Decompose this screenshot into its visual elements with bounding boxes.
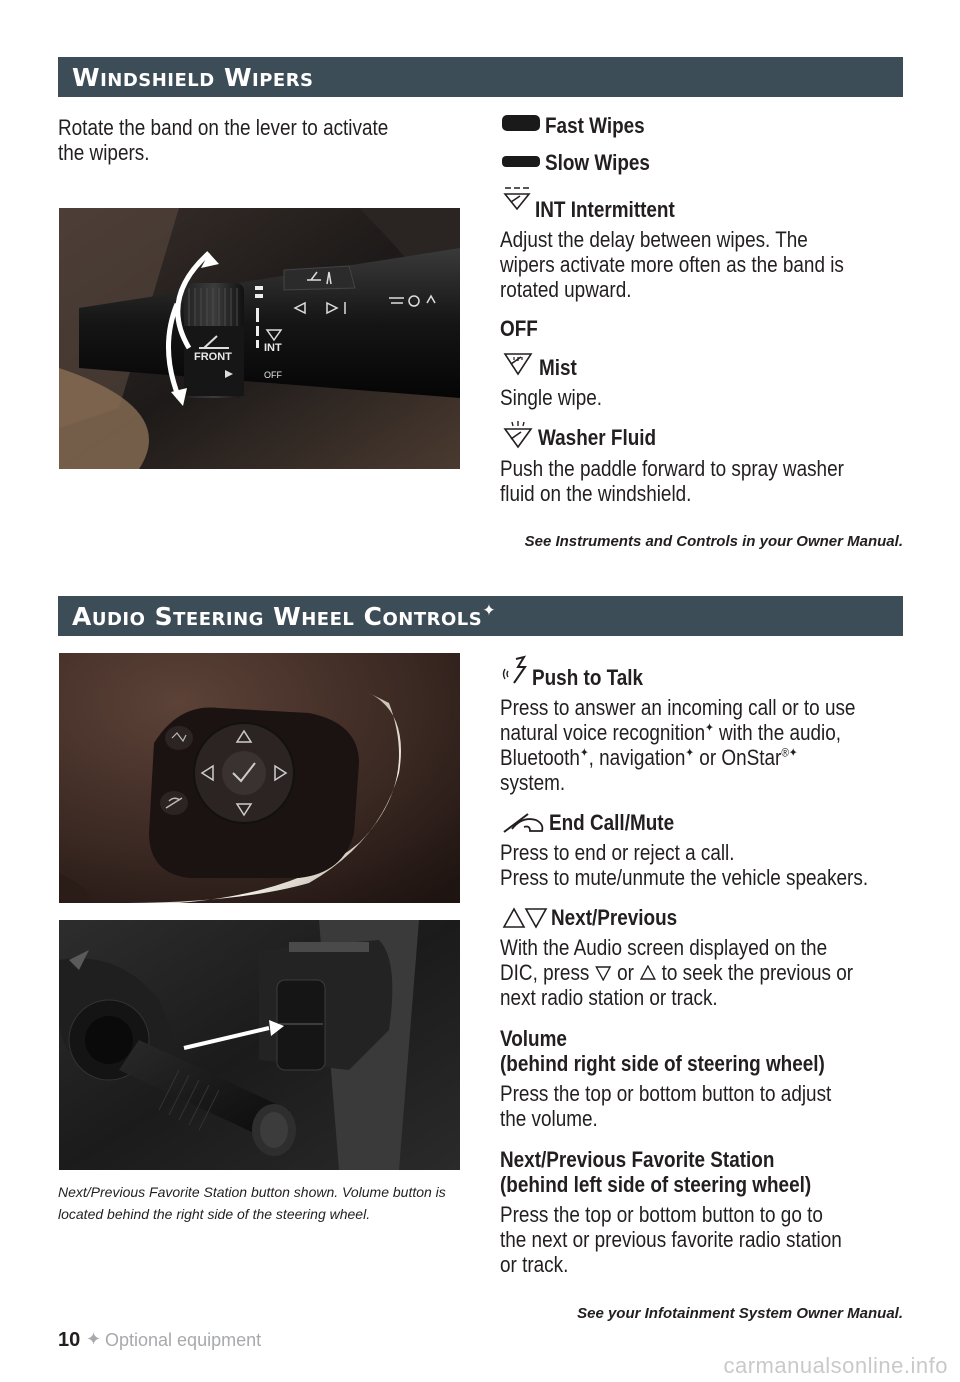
volume-title: Volume (behind right side of steering wheel) [500, 1026, 825, 1076]
slow-wipes-label: Slow Wipes [545, 150, 650, 175]
section-header-audio [58, 596, 903, 636]
int-title: INT Intermittent [535, 197, 675, 222]
push-to-talk-icon [502, 655, 528, 685]
wipers-intro: Rotate the band on the lever to activate the wipers. [58, 115, 389, 165]
push-to-talk-description: Press to answer an incoming call or to use natural voice recognition✦ with the audio, Bluetooth✦, navigation✦ or OnStar®✦ system. [500, 695, 856, 795]
favorite-station-button-photo [59, 920, 460, 1170]
int-description: Adjust the delay between wipes. The wipers activate more often as the band is rotated upward. [500, 227, 844, 302]
favorite-station-description: Press the top or bottom button to go to the next or previous favorite radio station or track. [500, 1202, 842, 1277]
fast-wipes-label: Fast Wipes [545, 113, 645, 138]
photo-label-int: INT [264, 342, 282, 354]
section-title-wipers: WINDSHIELD WIPERS [72, 63, 314, 92]
intermittent-wiper-icon [503, 186, 531, 212]
photo-label-front: FRONT [194, 351, 232, 363]
section-title-audio: AUDIO STEERING WHEEL CONTROLS✦ [72, 600, 497, 631]
watermark: carmanualsonline.info [723, 1353, 948, 1378]
mist-icon [503, 351, 533, 377]
next-previous-icon [502, 906, 548, 930]
push-to-talk-title: Push to Talk [532, 665, 644, 690]
photo-caption: Next/Previous Favorite Station button shown. Volume button is located behind the right side of the steering wheel. [58, 1184, 446, 1222]
mist-description: Single wipe. [500, 385, 603, 410]
wipers-see-manual-note: See Instruments and Controls in your Owner Manual. [524, 533, 903, 550]
optional-equipment-legend: Optional equipment [105, 1330, 262, 1350]
fast-wipes-icon [502, 115, 540, 131]
next-previous-title: Next/Previous [551, 905, 678, 930]
slow-wipes-icon [502, 156, 540, 167]
down-triangle-icon [595, 965, 612, 981]
off-label: OFF [500, 316, 538, 341]
favorite-station-title: Next/Previous Favorite Station (behind left side of steering wheel) [500, 1147, 812, 1197]
volume-description: Press the top or bottom button to adjust the volume. [500, 1081, 832, 1131]
page-number: 10 [58, 1329, 81, 1351]
washer-fluid-icon [503, 421, 533, 449]
end-call-mute-title: End Call/Mute [549, 810, 675, 835]
section-header-wipers [58, 57, 903, 97]
wiper-lever-photo [59, 208, 460, 469]
washer-fluid-title: Washer Fluid [538, 425, 657, 450]
photo-label-off: OFF [264, 370, 282, 380]
mist-title: Mist [539, 355, 577, 380]
audio-see-manual-note: See your Infotainment System Owner Manual. [577, 1305, 903, 1322]
end-call-mute-icon [502, 812, 546, 834]
end-call-mute-description: Press to end or reject a call. Press to mute/unmute the vehicle speakers. [500, 840, 869, 890]
washer-fluid-description: Push the paddle forward to spray washer fluid on the windshield. [500, 456, 844, 506]
next-previous-description: With the Audio screen displayed on the DIC, press or to seek the previous or next radio station or track. [500, 935, 854, 1010]
optional-star-icon: ✦ [86, 1329, 102, 1349]
up-triangle-icon [639, 965, 656, 981]
steering-wheel-controls-photo [59, 653, 460, 903]
